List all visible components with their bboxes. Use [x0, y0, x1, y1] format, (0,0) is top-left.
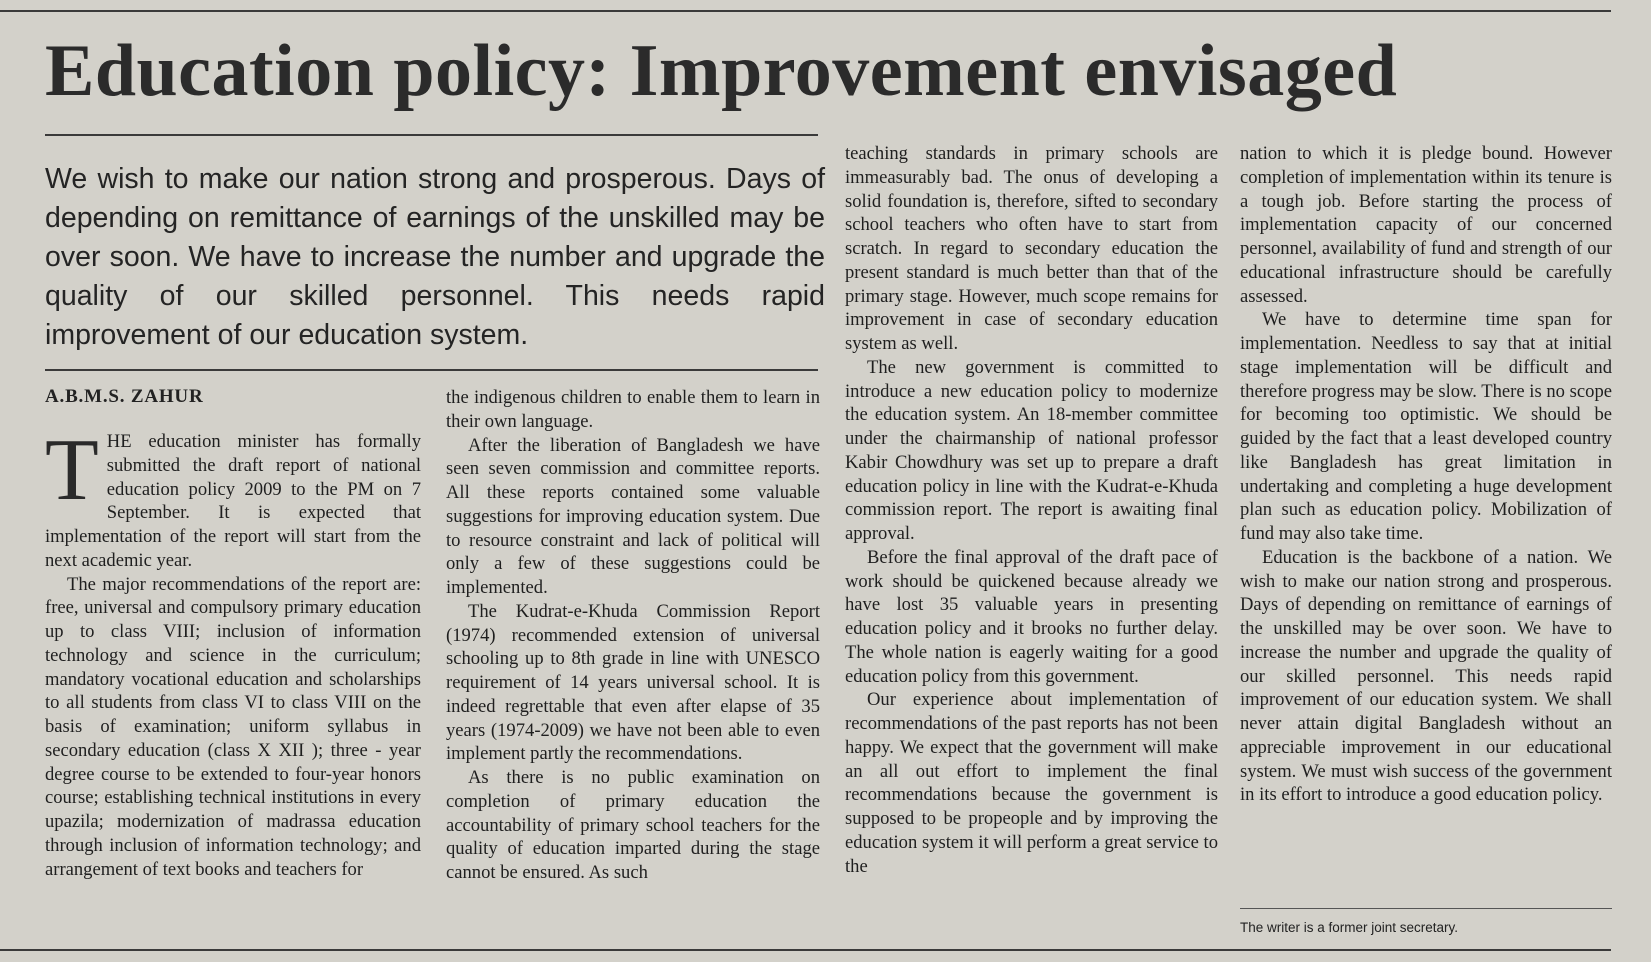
paragraph: The major recommendations of the report are: free, universal and compulsory primary education up to class VIII; inclusion of information technology and science in the curriculum; mandatory vocational education and scholarships to all students from class VI to class VIII on the basis of examination; uniform syllabus in secondary education (class X XII ); three - year degree course to be extended to four-year honors course; establishing technical institutions in every upazila; modernization of madrassa education through inclusion of information technology; and arrangement of text books and teachers for	[45, 573, 421, 880]
column-3	[845, 142, 1218, 878]
deck-summary: We wish to make our nation strong and prosperous. Days of depending on remittance of earnings of the unskilled may be over soon. We have to increase the number and upgrade the quality of our skilled personnel. This needs rapid improvement of our education system.	[45, 163, 825, 351]
paragraph: The new government is committed to introduce a new education policy to modernize the education system. An 18-member committee under the chairmanship of national professor Kabir Chowdhury was set up to prepare a draft education policy in line with the Kudrat-e-Khuda commission report. The report is awaiting final approval.	[845, 356, 1218, 544]
dropcap: T	[45, 422, 99, 519]
paragraph: As there is no public examination on completion of primary education the accountability of primary school teachers for the quality of education imparted during the stage cannot be ensured. As such	[446, 767, 820, 883]
paragraph: the indigenous children to enable them to learn in their own language.	[446, 387, 820, 432]
deck-bottom-rule	[45, 369, 818, 371]
top-rule	[0, 10, 1611, 12]
author-footnote: The writer is a former joint secretary.	[1240, 920, 1459, 935]
paragraph: We have to determine time span for implementation. Needless to say that at initial stage implementation will be difficult and therefore progress may be slow. There is no scope for becoming too optimistic. We should be guided by the fact that a least developed country like Bangladesh has great limitation in undertaking and completing a huge development plan such as education policy. Mobilization of fund may also take time.	[1240, 309, 1612, 544]
paragraph: teaching standards in primary schools are immeasurably bad. The onus of developing a solid foundation is, therefore, sifted to secondary school teachers who often have to start from scratch. In regard to secondary education the present standard is much better than that of the primary stage. However, much scope remains for improvement in case of secondary education system as well.	[845, 143, 1218, 354]
paragraph: After the liberation of Bangladesh we have seen seven commission and committee reports. All these reports contained some valuable suggestions for improving education system. Due to resource constraint and lack of political will only a few of these suggestions could be implemented.	[446, 434, 820, 598]
paragraph: Education is the backbone of a nation. We wish to make our nation strong and prosperous. Days of depending on remittance of earnings of the unskilled may be over soon. We have to increase the number and upgrade the quality of our skilled personnel. This needs rapid improvement of our education system. We shall never attain digital Bangladesh without an appreciable improvement in our educational system. We must wish success of the government in its effort to introduce a good education policy.	[1240, 546, 1612, 806]
column-4	[1240, 142, 1612, 807]
bottom-rule	[0, 949, 1611, 951]
paragraph: The Kudrat-e-Khuda Commission Report (1974) recommended extension of universal schooling up to 8th grade in line with UNESCO requirement of 14 years universal school. It is indeed regrettable that even after elapse of 35 years (1974-2009) we have not been able to even implement partly the recommendations.	[446, 600, 820, 765]
paragraph: HE education minister has formally submitted the draft report of national education policy 2009 to the PM on 7 September. It is expected that implementation of the report will start from the next academic year.	[45, 431, 421, 571]
footnote-rule	[1240, 908, 1612, 909]
paragraph: Our experience about implementation of recommendations of the past reports has not been happy. We expect that the government will make an all out effort to implement the final recommendations because the government is supposed to be propeople and by improving the education system it will perform a great service to the	[845, 689, 1218, 877]
byline: A.B.M.S. ZAHUR	[45, 386, 204, 407]
paragraph: nation to which it is pledge bound. However completion of implementation within its tenure is a tough job. Before starting the process of implementation capacity of our concerned personnel, availability of fund and strength of our educational infrastructure should be carefully assessed.	[1240, 143, 1612, 307]
column-1	[45, 422, 421, 881]
deck-top-rule	[45, 134, 818, 136]
column-2	[446, 386, 820, 885]
headline: Education policy: Improvement envisaged	[45, 30, 1398, 112]
paragraph: Before the final approval of the draft pace of work should be quickened because already we have lost 35 valuable years in presenting education policy and it brooks no further delay. The whole nation is eagerly waiting for a good education policy from this government.	[845, 546, 1218, 687]
